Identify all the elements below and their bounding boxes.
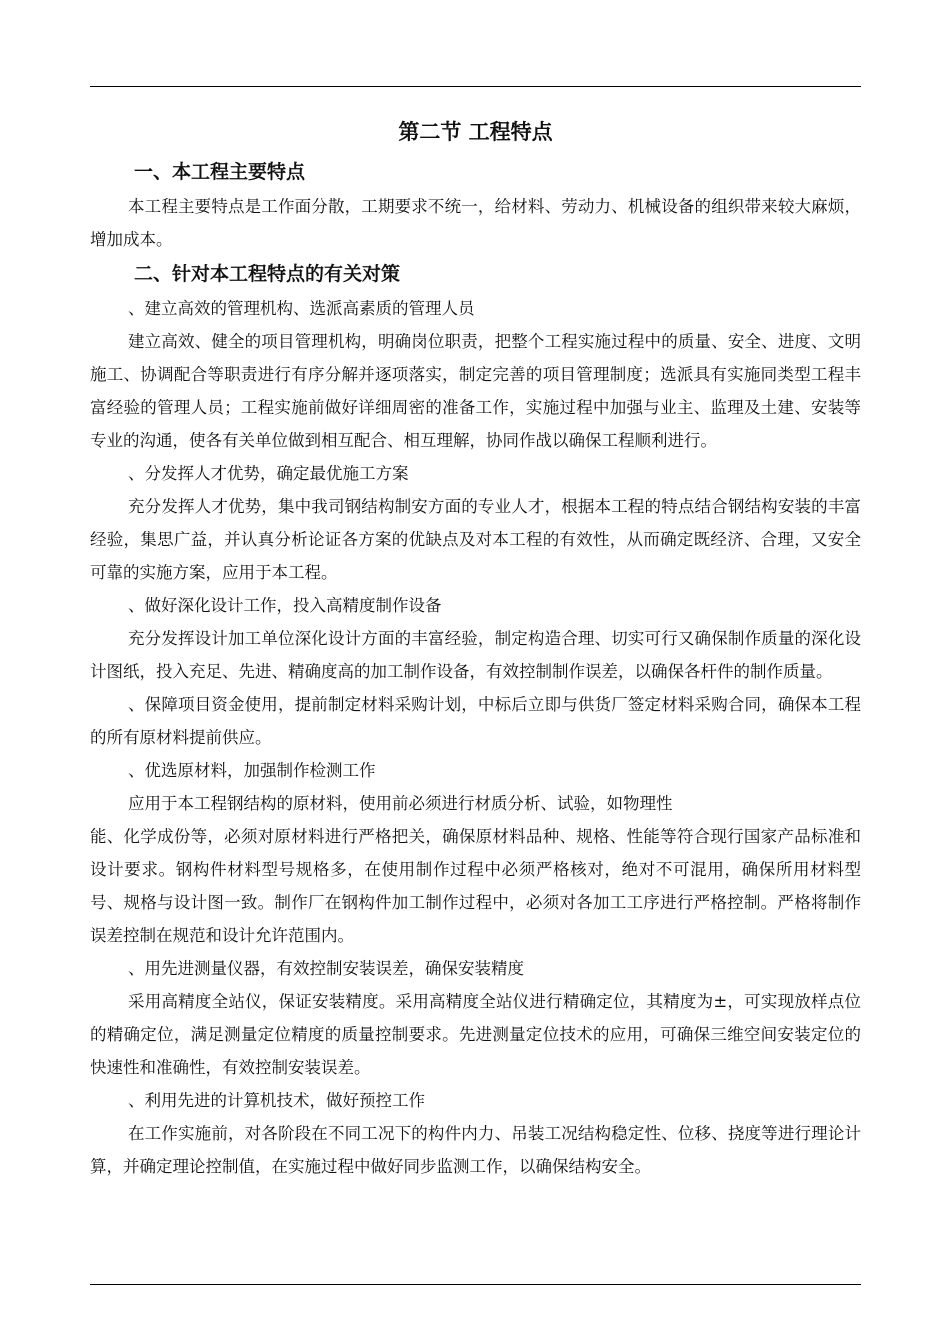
section-heading-1: 一、本工程主要特点 — [134, 161, 306, 183]
paragraph: 采用高精度全站仪，保证安装精度。采用高精度全站仪进行精确定位，其精度为±，可实现放样点位的精确定位，满足测量定位精度的质量控制要求。先进测量定位技术的应用，可确保三维空间安装定位的快速性和准确性，有效控制安装误差。 — [90, 992, 861, 1077]
paragraph: 本工程主要特点是工作面分散，工期要求不统一，给材料、劳动力、机械设备的组织带来较大麻烦，增加成本。 — [90, 197, 861, 249]
paragraph: 建立高效、健全的项目管理机构，明确岗位职责，把整个工程实施过程中的质量、安全、进度、文明施工、协调配合等职责进行有序分解并逐项落实，制定完善的项目管理制度；选派具有实施同类型工程丰富经验的管理人员；工程实施前做好详细周密的准备工作，实施过程中加强与业主、监理及土建、安装等专业的沟通，使各有关单位做到相互配合、相互理解，协同作战以确保工程顺利进行。 — [90, 332, 861, 450]
item-paragraph-4: 、保障项目资金使用，提前制定材料采购计划，中标后立即与供货厂签定材料采购合同，确保本工程的所有原材料提前供应。 — [90, 695, 861, 747]
item-title-2: 、分发挥人才优势，确定最优施工方案 — [128, 464, 409, 483]
header-rule — [90, 86, 861, 87]
item-title-5: 、优选原材料，加强制作检测工作 — [128, 761, 376, 780]
paragraph: 充分发挥设计加工单位深化设计方面的丰富经验，制定构造合理、切实可行又确保制作质量的深化设计图纸，投入充足、先进、精确度高的加工制作设备，有效控制制作误差，以确保各杆件的制作质量。 — [90, 629, 861, 681]
footer-rule — [90, 1284, 861, 1285]
item-title-1: 、建立高效的管理机构、选派高素质的管理人员 — [128, 299, 475, 318]
item-title-6: 、用先进测量仪器，有效控制安装误差，确保安装精度 — [128, 959, 524, 978]
paragraph: 充分发挥人才优势，集中我司钢结构制安方面的专业人才，根据本工程的特点结合钢结构安装的丰富经验，集思广益，并认真分析论证各方案的优缺点及对本工程的有效性，从而确定既经济、合理，又安全可靠的实施方案，应用于本工程。 — [90, 497, 861, 582]
document-body — [90, 110, 861, 1183]
item-title-7: 、利用先进的计算机技术，做好预控工作 — [128, 1091, 425, 1110]
item-title-3: 、做好深化设计工作，投入高精度制作设备 — [128, 596, 442, 615]
section-heading-2: 二、针对本工程特点的有关对策 — [134, 263, 401, 285]
page-title: 第二节 工程特点 — [398, 119, 553, 144]
paragraph: 在工作实施前，对各阶段在不同工况下的构件内力、吊装工况结构稳定性、位移、挠度等进行理论计算，并确定理论控制值，在实施过程中做好同步监测工作，以确保结构安全。 — [90, 1124, 861, 1176]
paragraph: 能、化学成份等，必须对原材料进行严格把关，确保原材料品种、规格、性能等符合现行国家产品标准和设计要求。钢构件材料型号规格多，在使用制作过程中必须严格核对，绝对不可混用，确保所用材料型号、规格与设计图一致。制作厂在钢构件加工制作过程中，必须对各加工工序进行严格控制。严格将制作误差控制在规范和设计允许范围内。 — [90, 827, 861, 945]
paragraph: 应用于本工程钢结构的原材料，使用前必须进行材质分析、试验，如物理性 — [128, 794, 673, 813]
